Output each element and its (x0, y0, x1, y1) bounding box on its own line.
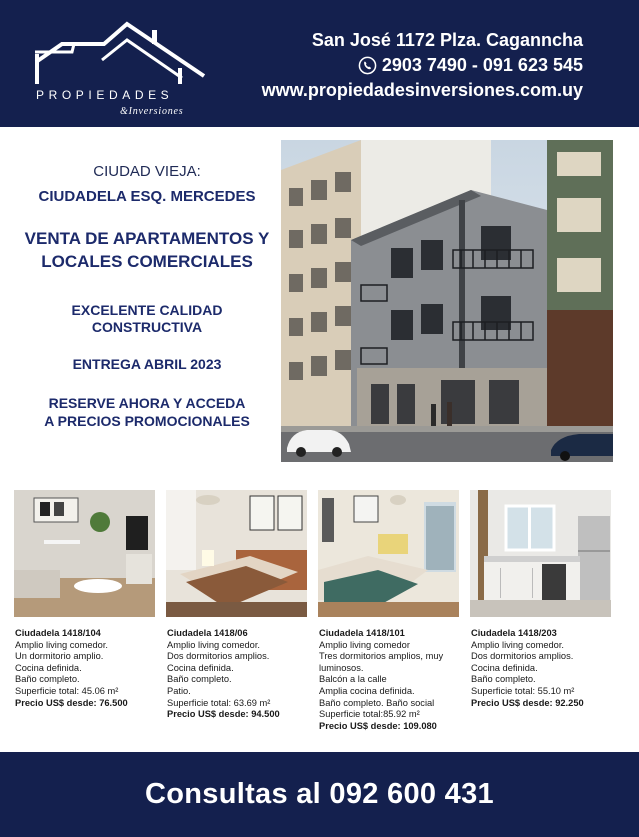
unit-line: Amplio living comedor. (15, 639, 109, 650)
unit-line: Superficie total:85.92 m² (319, 709, 420, 720)
quality-line-2: CONSTRUCTIVA (91, 319, 203, 335)
website-link[interactable]: www.propiedadesinversiones.com.uy (261, 80, 583, 100)
whatsapp-phone-icon (358, 56, 377, 75)
unit-line: Un dormitorio amplio. (15, 651, 104, 662)
delivery-date: ENTREGA ABRIL 2023 (72, 356, 222, 372)
kitchen-image (470, 490, 611, 617)
unit-title: Ciudadela 1418/06 (167, 628, 248, 638)
unit-title: Ciudadela 1418/203 (471, 628, 557, 638)
quality-line-1: EXCELENTE CALIDAD (71, 302, 223, 318)
unit-line: Amplio living comedor. (471, 639, 565, 650)
phone-row (262, 53, 583, 78)
promo-line-1: RESERVE AHORA Y ACCEDA (48, 395, 246, 411)
unit-card-3 (319, 628, 471, 732)
unit-line: Cocina definida. (471, 662, 538, 673)
unit-line: Cocina definida. (167, 662, 234, 673)
unit-line: Superficie total: 63.69 m² (167, 697, 271, 708)
building-render-image (281, 140, 613, 462)
unit-line: Superficie total: 55.10 m² (471, 685, 575, 696)
bedroom-image (166, 490, 307, 617)
unit-title: Ciudadela 1418/104 (15, 628, 101, 638)
headline-block (14, 162, 280, 430)
contact-block (262, 28, 583, 103)
unit-line: Baño completo. Baño social (319, 697, 435, 708)
unit-line: Patio. (167, 685, 191, 696)
unit-line: Dos dormitorios amplios. (167, 651, 270, 662)
promo-text (14, 394, 280, 430)
bedroom-balcony-image (318, 490, 459, 617)
house-roof-logo-icon (32, 20, 207, 120)
unit-card-4 (471, 628, 623, 709)
brand-name: PROPIEDADES (36, 88, 174, 102)
unit-line: Amplia cocina definida. (319, 685, 415, 696)
unit-line: Baño completo. (167, 674, 232, 685)
unit-line: Amplio living comedor. (167, 639, 261, 650)
location-address: CIUDADELA ESQ. MERCEDES (38, 188, 256, 205)
unit-price: Precio US$ desde: 92.250 (471, 697, 584, 708)
unit-line: Amplio living comedor (319, 639, 410, 650)
phone-numbers: 2903 7490 - 091 623 545 (381, 55, 583, 75)
unit-line: Dos dormitorios amplios. (471, 651, 574, 662)
location-label: CIUDAD VIEJA: (93, 163, 201, 180)
promo-line-2: A PRECIOS PROMOCIONALES (44, 413, 250, 429)
sale-title (14, 227, 280, 273)
brand-subtitle: &Inversiones (120, 106, 184, 117)
unit-line: Baño completo. (15, 674, 80, 685)
unit-price: Precio US$ desde: 76.500 (15, 697, 128, 708)
consultation-phone: Consultas al 092 600 431 (145, 778, 494, 810)
unit-line: Cocina definida. (15, 662, 82, 673)
unit-line: Balcón a la calle (319, 674, 387, 685)
sale-title-line-1: VENTA DE APARTAMENTOS Y (24, 229, 270, 248)
unit-line: Tres dormitorios amplios, muy (319, 651, 444, 662)
unit-line: luminosos. (319, 662, 364, 673)
unit-card-1 (15, 628, 167, 709)
living-room-image (14, 490, 155, 617)
unit-card-2 (167, 628, 319, 721)
unit-title: Ciudadela 1418/101 (319, 628, 405, 638)
address-text: San José 1172 Plza. Caganncha (311, 30, 583, 50)
unit-price: Precio US$ desde: 94.500 (167, 709, 280, 720)
unit-line: Superficie total: 45.06 m² (15, 685, 119, 696)
quality-text (14, 302, 280, 336)
unit-price: Precio US$ desde: 109.080 (319, 720, 437, 731)
sale-title-line-2: LOCALES COMERCIALES (41, 252, 253, 271)
unit-line: Baño completo. (471, 674, 536, 685)
